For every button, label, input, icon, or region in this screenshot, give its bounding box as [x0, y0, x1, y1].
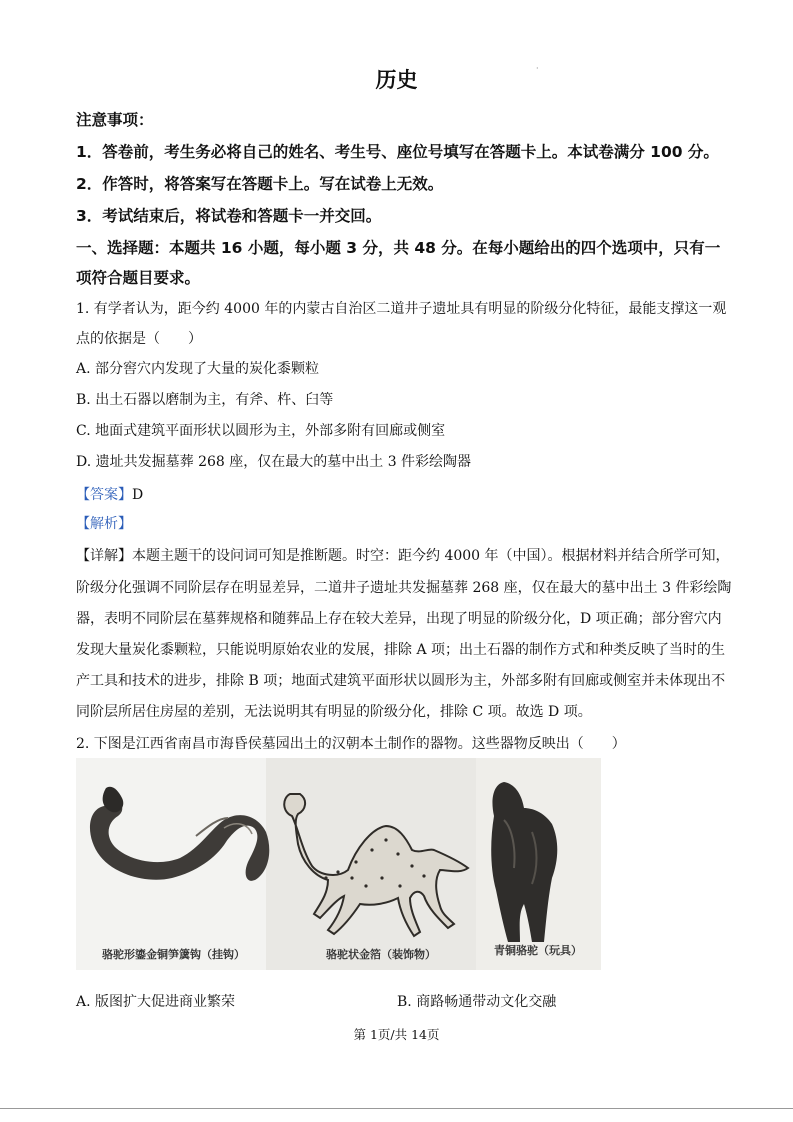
section-heading-line1: 一、选择题：本题共 16 小题，每小题 3 分，共 48 分。在每小题给出的四个选项中，只有一 [76, 239, 721, 257]
q1-option-b: B. 出土石器以磨制为主，有斧、杵、臼等 [76, 392, 334, 408]
detail-line-6: 同阶层所居住房屋的差别，无法说明其有明显的阶级分化，排除 C 项。故选 D 项。 [76, 704, 592, 720]
detail-line-5: 产工具和技术的进步，排除 B 项；地面式建筑平面形状以圆形为主，外部多附有回廊或侧室并未体现出不 [76, 673, 726, 689]
q1-answer [76, 484, 143, 504]
answer-value: D [132, 487, 144, 503]
q1-option-c: C. 地面式建筑平面形状以圆形为主，外部多附有回廊或侧室 [76, 423, 446, 439]
q1-stem-line2: 点的依据是（ ） [76, 331, 202, 347]
q2-option-b: B. 商路畅通带动文化交融 [397, 994, 557, 1010]
detail-line-3: 器，表明不同阶层在墓葬规格和随葬品上存在较大差异，出现了明显的阶级分化，D 项正确；部分窖穴内 [76, 611, 722, 627]
analysis-label: 【解析】 [76, 516, 132, 532]
q2-stem: 2. 下图是江西省南昌市海昏侯墓园出土的汉朝本土制作的器物。这些器物反映出（ ） [76, 736, 626, 752]
page-footer: 第 1页/共 14页 [353, 1027, 440, 1042]
q2-option-a: A. 版图扩大促进商业繁荣 [76, 994, 236, 1010]
detail-line-2: 阶级分化强调不同阶层存在明显差异，二道井子遗址共发掘墓葬 268 座，仅在最大的墓中出土 3 件彩绘陶 [76, 580, 732, 596]
q1-stem-line1: 1. 有学者认为，距今约 4000 年的内蒙古自治区二道井子遗址具有明显的阶级分化特征，最能支撑这一观 [76, 301, 727, 317]
caption-gold-foil: 骆驼状金箔（装饰物） [326, 948, 436, 961]
q1-option-a: A. 部分窖穴内发现了大量的炭化黍颗粒 [76, 361, 320, 377]
q1-option-d: D. 遗址共发掘墓葬 268 座，仅在最大的墓中出土 3 件彩绘陶器 [76, 454, 472, 470]
detail-line-4: 发现大量炭化黍颗粒，只能说明原始农业的发展，排除 A 项；出土石器的制作方式和种类反映了当时的生 [76, 642, 726, 658]
section-heading-line2: 项符合题目要求。 [76, 269, 201, 287]
bottom-divider [0, 1108, 793, 1109]
caption-bronze-camel: 青铜骆驼（玩具） [494, 944, 582, 957]
page-title: 历史 [375, 67, 418, 92]
artifacts-figure [76, 758, 601, 970]
caption-hook: 骆驼形鎏金铜笋簴钩（挂钩） [102, 948, 245, 961]
notice-item-2: 2．作答时，将答案写在答题卡上。写在试卷上无效。 [76, 175, 444, 193]
answer-label: 【答案】 [76, 487, 132, 503]
detail-line-1: 【详解】本题主题干的设问词可知是推断题。时空：距今约 4000 年（中国）。根据材料并结合所学可知， [76, 548, 730, 564]
notice-heading: 注意事项： [76, 111, 154, 129]
speck-mark: · [536, 64, 539, 73]
notice-item-1: 1．答卷前，考生务必将自己的姓名、考生号、座位号填写在答题卡上。本试卷满分 100 分。 [76, 143, 719, 161]
notice-item-3: 3．考试结束后，将试卷和答题卡一并交回。 [76, 207, 382, 225]
